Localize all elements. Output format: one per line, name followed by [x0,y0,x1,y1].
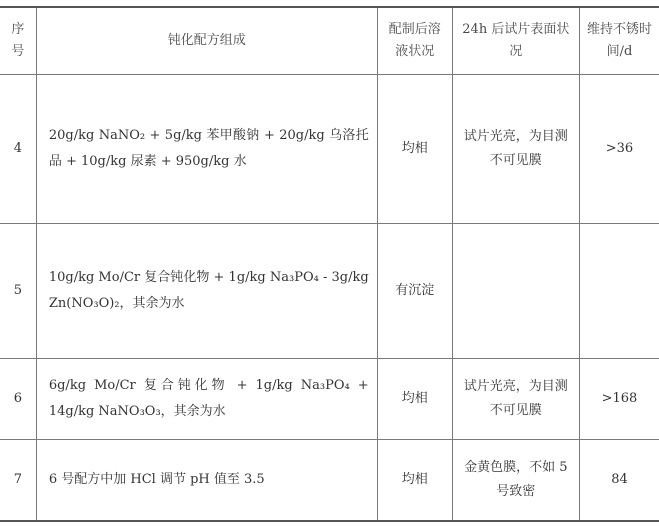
header-liquid-state: 配制后溶液状况 [377,7,452,75]
table-row [0,440,659,522]
passivation-formula-table [0,6,659,522]
header-rust-free-days: 维持不锈时间/d [579,7,659,75]
row-rust-free-days: 84 [579,440,659,522]
row-no: 4 [0,75,36,224]
header-surface-state: 24h 后试片表面状况 [452,7,579,75]
row-composition: 6 号配方中加 HCl 调节 pH 值至 3.5 [36,440,377,522]
row-no: 7 [0,440,36,522]
header-composition: 钝化配方组成 [36,7,377,75]
table-row [0,224,659,359]
header-row [0,7,659,75]
row-surface-state [452,224,579,359]
row-liquid-state: 均相 [377,440,452,522]
row-rust-free-days [579,224,659,359]
row-rust-free-days: >168 [579,359,659,440]
row-liquid-state: 均相 [377,359,452,440]
row-surface-state: 试片光亮，为目测不可见膜 [452,75,579,224]
table-row [0,75,659,224]
table-row [0,359,659,440]
row-surface-state: 金黄色膜，不如 5 号致密 [452,440,579,522]
row-composition: 20g/kg NaNO₂ + 5g/kg 苯甲酸钠 + 20g/kg 乌洛托品 + 10g/kg 尿素 + 950g/kg 水 [36,75,377,224]
row-liquid-state: 有沉淀 [377,224,452,359]
row-no: 5 [0,224,36,359]
row-composition: 6g/kg Mo/Cr 复合钝化物 + 1g/kg Na₃PO₄ + 14g/kg NaNO₃O₃，其余为水 [36,359,377,440]
row-composition: 10g/kg Mo/Cr 复合钝化物 + 1g/kg Na₃PO₄ - 3g/kg Zn(NO₃O)₂，其余为水 [36,224,377,359]
row-surface-state: 试片光亮，为目测不可见膜 [452,359,579,440]
header-no: 序号 [0,7,36,75]
row-no: 6 [0,359,36,440]
row-rust-free-days: >36 [579,75,659,224]
row-liquid-state: 均相 [377,75,452,224]
